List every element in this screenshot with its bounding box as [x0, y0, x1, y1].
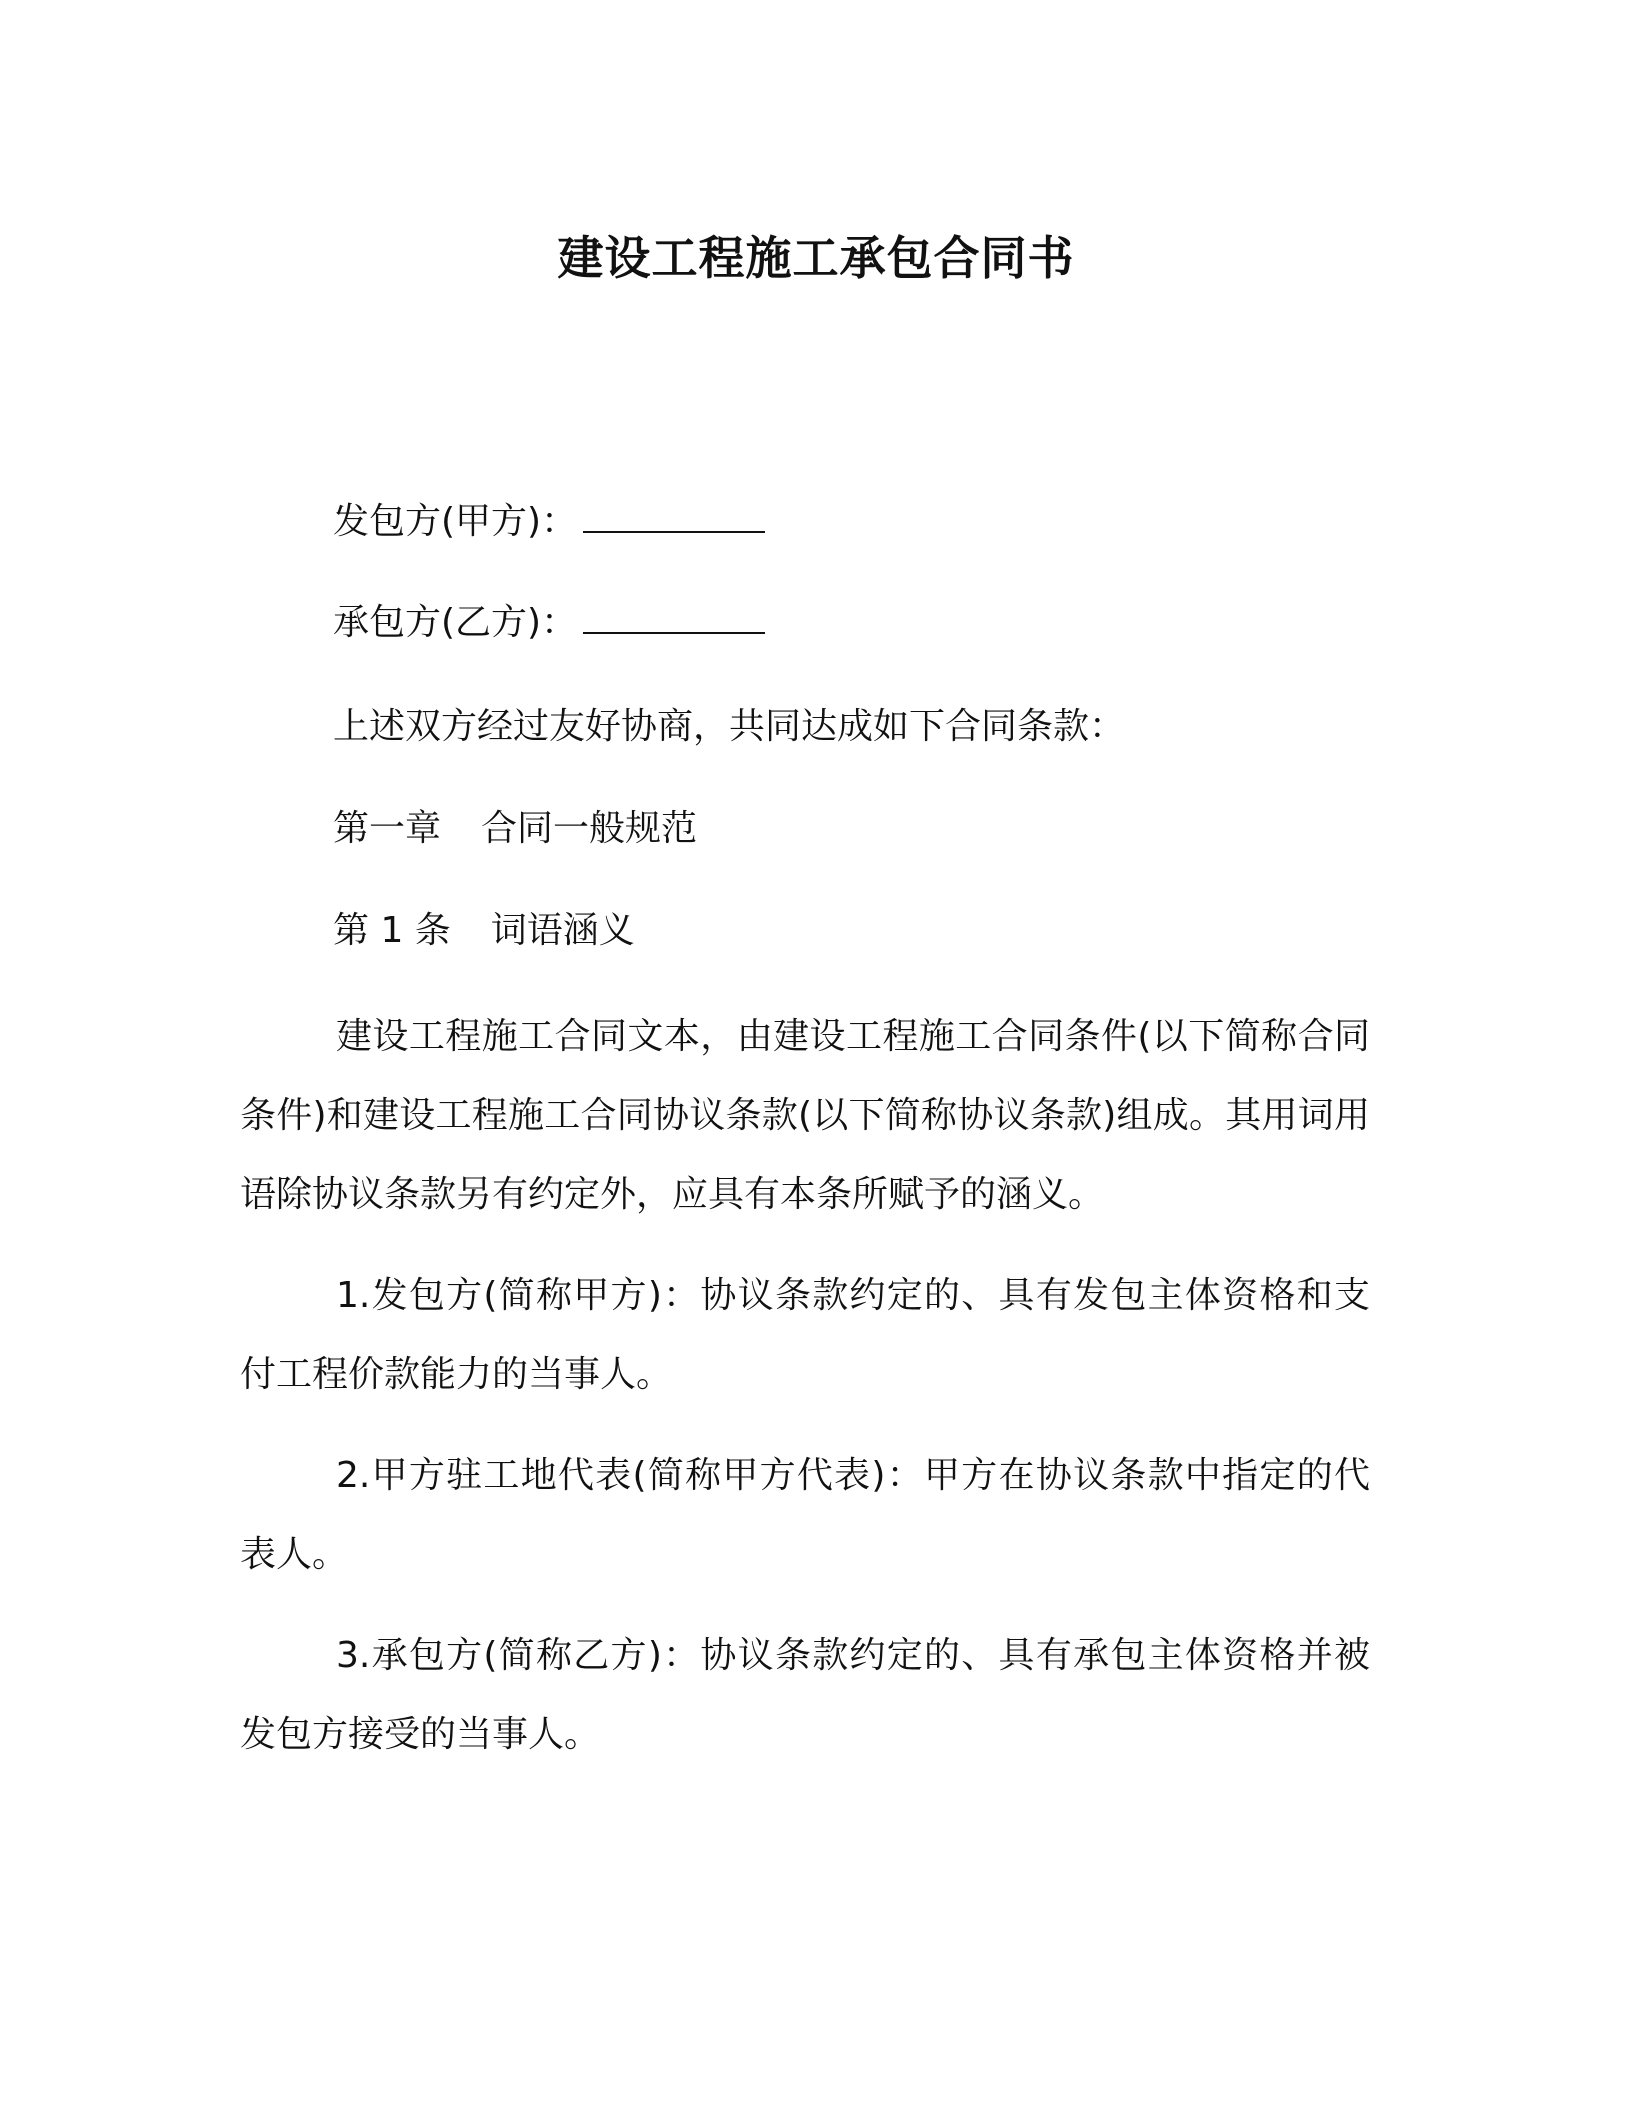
party-b-blank [583, 598, 765, 634]
party-b-label: 承包方(乙方)： [333, 602, 578, 643]
document-title: 建设工程施工承包合同书 [557, 231, 1075, 285]
article-number: 第 1 条 [333, 910, 451, 951]
chapter-number: 第一章 [333, 808, 442, 849]
paragraph-item-2: 2.甲方驻工地代表(简称甲方代表)：甲方在协议条款中指定的代表人。 [240, 1455, 1370, 1575]
article-name: 词语涵义 [490, 910, 635, 951]
paragraph-item-3: 3.承包方(简称乙方)：协议条款约定的、具有承包主体资格并被发包方接受的当事人。 [240, 1635, 1370, 1755]
party-a-line [333, 497, 765, 546]
paragraph-definitions: 建设工程施工合同文本，由建设工程施工合同条件(以下简称合同条件)和建设工程施工合同协议条款(以下简称协议条款)组成。其用词用语除协议条款另有约定外，应具有本条所赋予的涵义。 [240, 1016, 1370, 1215]
chapter-heading [333, 805, 697, 853]
chapter-name: 合同一般规范 [481, 808, 698, 849]
party-b-line [333, 598, 765, 647]
intro-text: 上述双方经过友好协商，共同达成如下合同条款： [333, 706, 1126, 747]
party-a-blank [583, 497, 765, 533]
paragraph-item-1: 1.发包方(简称甲方)：协议条款约定的、具有发包主体资格和支付工程价款能力的当事人。 [240, 1275, 1370, 1395]
party-a-label: 发包方(甲方)： [333, 501, 578, 542]
article-heading [333, 907, 635, 955]
